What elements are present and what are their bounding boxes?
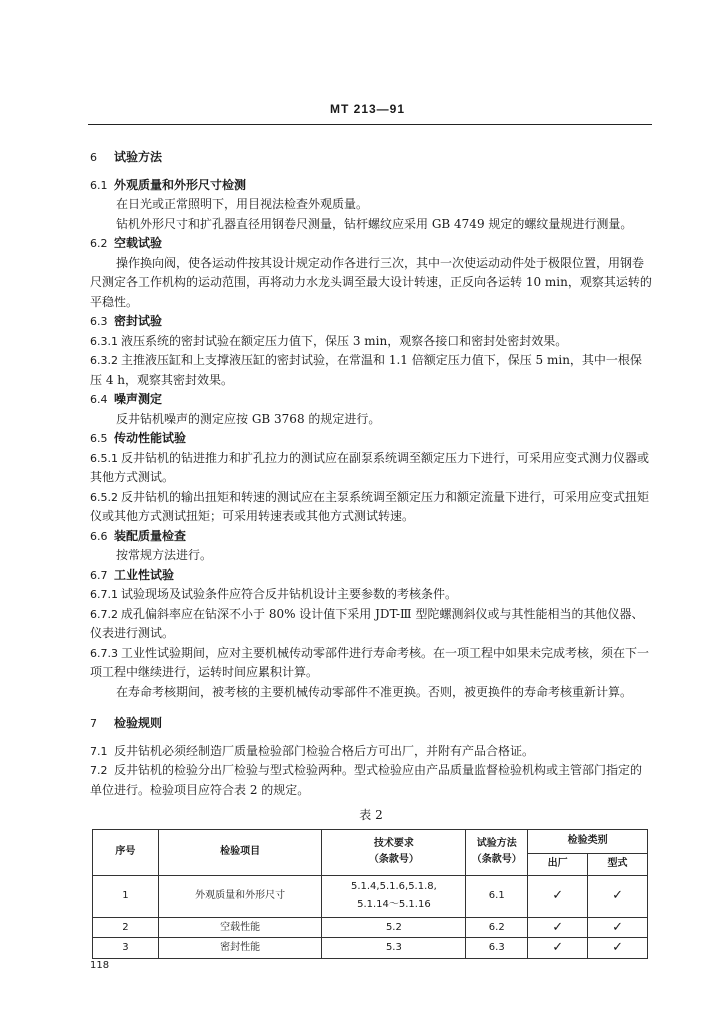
table-row	[93, 875, 648, 917]
cell-requirement: 5.1.4,5.1.6,5.1.8, 5.1.14～5.1.16	[322, 875, 466, 917]
item-6-3-heading: 6.3 密封试验	[90, 314, 163, 328]
item-6-6-para-1: 按常规方法进行。	[116, 548, 213, 562]
item-6-1-para-1: 在日光或正常照明下，用目视法检查外观质量。	[116, 197, 369, 211]
inspection-table	[92, 829, 648, 959]
cell-no: 3	[93, 938, 159, 959]
header-method: 试验方法 （条款号）	[466, 829, 528, 875]
table-row	[93, 917, 648, 938]
cell-no: 1	[93, 875, 159, 917]
section-7-heading: 7 检验规则	[90, 716, 163, 730]
item-6-3-2: 6.3.2 主推液压缸和上支撑液压缸的密封试验，在常温和 1.1 倍额定压力值下，保压 5 min，其中一根保压 4 h，观察其密封效果。	[90, 353, 642, 387]
item-6-7-heading: 6.7 工业性试验	[90, 567, 175, 582]
header-no: 序号	[93, 829, 159, 875]
item-6-5-heading: 6.5 传动性能试验	[90, 431, 187, 445]
cell-item: 空载性能	[158, 917, 322, 938]
header-category: 检验类别	[528, 829, 648, 853]
check-icon: ✓	[528, 875, 588, 917]
header-rule	[88, 124, 652, 125]
item-6-3-1: 6.3.1 液压系统的密封试验在额定压力值下，保压 3 min，观察各接口和密封处密封效果。	[90, 333, 568, 348]
cell-method: 6.1	[466, 875, 528, 917]
header-type: 型式	[588, 853, 648, 875]
item-6-4-heading: 6.4 噪声测定	[90, 392, 163, 406]
cell-requirement: 5.2	[322, 917, 466, 938]
table-caption: 表 2	[359, 808, 383, 822]
cell-item: 密封性能	[158, 938, 322, 959]
item-7-1: 7.1 反井钻机必须经制造厂质量检验部门检验合格后方可出厂，并附有产品合格证。	[90, 743, 535, 758]
cell-no: 2	[93, 917, 159, 938]
item-6-7-3-para-2: 在寿命考核期间，被考核的主要机械传动零部件不准更换。否则，被更换件的寿命考核重新计算。	[116, 684, 633, 699]
item-6-1-heading: 6.1 外观质量和外形尺寸检测	[90, 177, 247, 192]
cell-method: 6.2	[466, 917, 528, 938]
item-6-7-1: 6.7.1 试验现场及试验条件应符合反井钻机设计主要参数的考核条件。	[90, 587, 458, 601]
standard-number-header: MT 213—91	[330, 102, 406, 116]
header-factory: 出厂	[528, 853, 588, 875]
item-6-2-heading: 6.2 空载试验	[90, 236, 163, 250]
section-6-heading: 6 试验方法	[90, 150, 163, 164]
item-6-4-para-1: 反井钻机噪声的测定应按 GB 3768 的规定进行。	[116, 411, 381, 426]
item-6-6-heading: 6.6 装配质量检查	[90, 528, 187, 543]
check-icon: ✓	[588, 938, 648, 959]
cell-requirement: 5.3	[322, 938, 466, 959]
cell-method: 6.3	[466, 938, 528, 959]
item-6-7-3: 6.7.3 工业性试验期间，应对主要机械传动零部件进行寿命考核。在一项工程中如果未完成考核，须在下一项工程中继续进行，运转时间应累积计算。	[90, 645, 650, 679]
page-number: 118	[90, 960, 110, 971]
check-icon: ✓	[528, 938, 588, 959]
item-6-1-para-2: 钻机外形尺寸和扩孔器直径用钢卷尺测量，钻杆螺纹应采用 GB 4749 规定的螺纹量规进行测量。	[116, 216, 633, 231]
check-icon: ✓	[588, 875, 648, 917]
document-body	[90, 140, 652, 959]
item-6-2-para-1: 操作换向阀，使各运动件按其设计规定动作各进行三次，其中一次使运动动件处于极限位置，用钢卷尺测定各工作机构的运动范围，再将动力水龙头调至最大设计转速，正反向各运转 10 min，观察其运转的平稳性。	[90, 255, 652, 309]
header-item: 检验项目	[158, 829, 322, 875]
check-icon: ✓	[588, 917, 648, 938]
check-icon: ✓	[528, 917, 588, 938]
item-7-2: 7.2 反井钻机的检验分出厂检验与型式检验两种。型式检验应由产品质量监督检验机构或主管部门指定的单位进行。检验项目应符合表 2 的规定。	[90, 763, 643, 797]
header-requirement: 技术要求 （条款号）	[322, 829, 466, 875]
table-row	[93, 938, 648, 959]
table-header-row	[93, 829, 648, 853]
cell-item: 外观质量和外形尺寸	[158, 875, 322, 917]
item-6-7-2: 6.7.2 成孔偏斜率应在钻深不小于 80% 设计值下采用 JDT-Ⅲ 型陀螺测斜仪或与其性能相当的其他仪器、仪表进行测试。	[90, 606, 644, 640]
item-6-5-2: 6.5.2 反井钻机的输出扭矩和转速的测试应在主泵系统调至额定压力和额定流量下进行，可采用应变式扭矩仪或其他方式测试扭矩；可采用转速表或其他方式测试转速。	[90, 489, 650, 523]
item-6-5-1: 6.5.1 反井钻机的钻进推力和扩孔拉力的测试应在副泵系统调至额定压力下进行，可采用应变式测力仪器或其他方式测试。	[90, 450, 650, 484]
